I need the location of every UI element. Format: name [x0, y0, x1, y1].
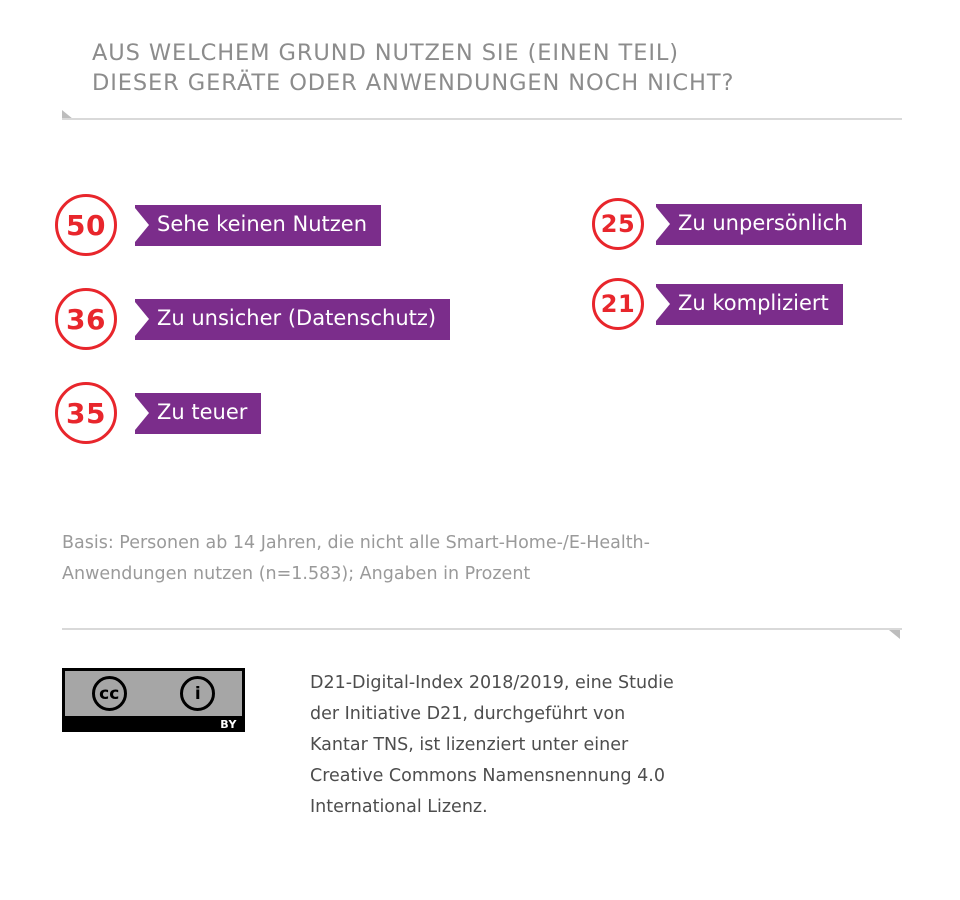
category-label: Sehe keinen Nutzen	[135, 205, 381, 246]
category-label: Zu unsicher (Datenschutz)	[135, 299, 450, 340]
label-wrapper	[135, 299, 450, 340]
label-wrapper	[656, 204, 862, 245]
category-label: Zu unpersönlich	[656, 204, 862, 245]
licence-line-1: D21-Digital-Index 2018/2019, eine Studie	[310, 673, 674, 693]
cc-by-label: BY	[220, 718, 237, 731]
cc-logo-cell	[65, 671, 154, 716]
label-wrapper	[135, 393, 261, 434]
label-notch-icon	[135, 396, 149, 430]
category-label: Zu teuer	[135, 393, 261, 434]
label-notch-icon	[656, 207, 670, 241]
value-bubble: 35	[55, 382, 117, 444]
category-label: Zu kompliziert	[656, 284, 843, 325]
basis-note	[62, 528, 702, 590]
licence-text	[310, 668, 780, 823]
chart-item	[55, 382, 261, 444]
licence-line-5: International Lizenz.	[310, 797, 488, 817]
label-notch-icon	[656, 287, 670, 321]
label-notch-icon	[135, 302, 149, 336]
page-title-line-2: DIESER GERÄTE ODER ANWENDUNGEN NOCH NICHT?	[92, 70, 735, 96]
label-notch-icon	[135, 208, 149, 242]
value-bubble: 21	[592, 278, 644, 330]
licence-line-2: der Initiative D21, durchgeführt von	[310, 704, 626, 724]
creative-commons-badge	[62, 668, 245, 732]
attribution-person-icon: i	[180, 676, 215, 711]
footer-divider	[62, 628, 902, 630]
chart-item	[592, 198, 862, 250]
cc-by-logo-cell	[154, 671, 243, 716]
value-bubble: 36	[55, 288, 117, 350]
licence-line-3: Kantar TNS, ist lizenziert unter einer	[310, 735, 629, 755]
basis-note-line-2: Anwendungen nutzen (n=1.583); Angaben in Prozent	[62, 564, 531, 584]
chart-item	[55, 194, 381, 256]
chart-item	[592, 278, 843, 330]
cc-badge-inner	[65, 671, 242, 716]
page-title-line-1: AUS WELCHEM GRUND NUTZEN SIE (EINEN TEIL)	[92, 40, 679, 66]
licence-line-4: Creative Commons Namensnennung 4.0	[310, 766, 665, 786]
value-bubble: 25	[592, 198, 644, 250]
basis-note-line-1: Basis: Personen ab 14 Jahren, die nicht alle Smart-Home-/E-Health-	[62, 533, 650, 553]
chart-item	[55, 288, 450, 350]
footer-triangle-marker	[889, 630, 900, 639]
label-wrapper	[135, 205, 381, 246]
value-bubble: 50	[55, 194, 117, 256]
creative-commons-icon: cc	[92, 676, 127, 711]
label-wrapper	[656, 284, 843, 325]
